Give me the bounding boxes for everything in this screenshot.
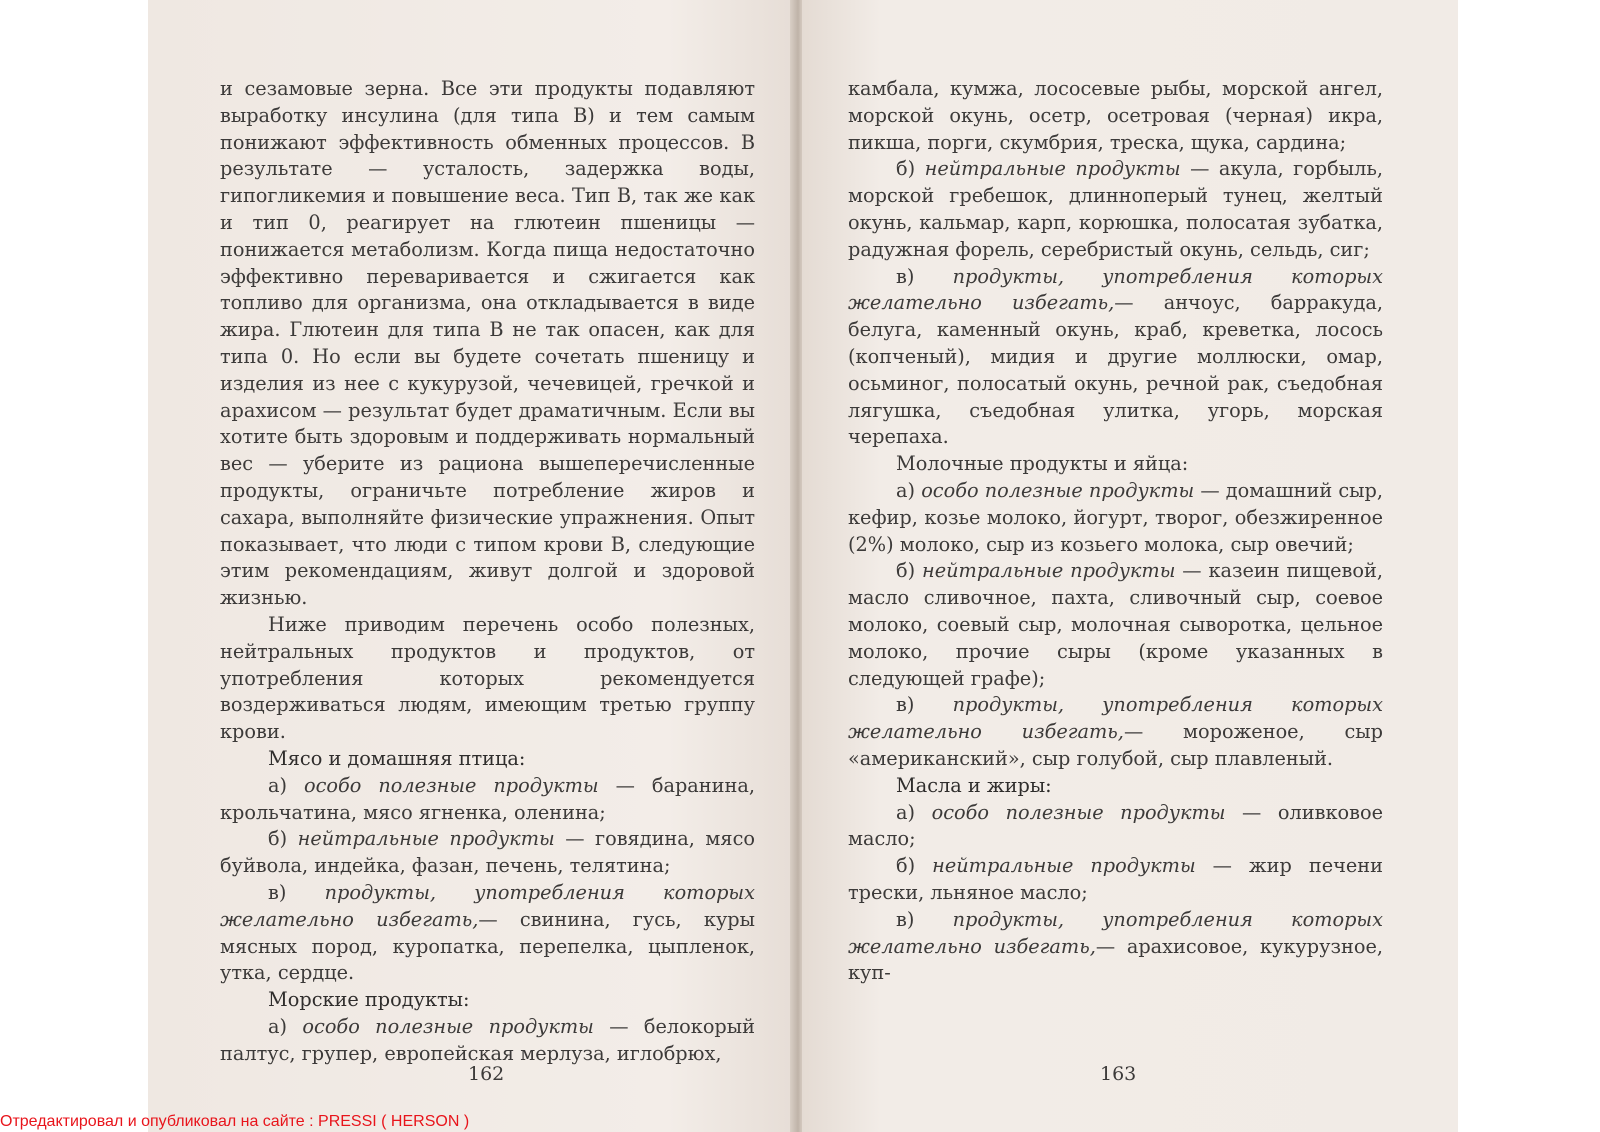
list-item-marker: б) (896, 559, 916, 583)
list-item-category: особо полезные продукты (304, 773, 599, 797)
right-page-text (848, 76, 1383, 987)
list-item-category: продукты, употребления которых желательно избегать, (220, 880, 755, 931)
list-item-foods: — баранина, крольчатина, мясо ягненка, оленина; (220, 773, 755, 824)
list-item-marker: в) (896, 264, 915, 288)
list-item-marker: а) (896, 478, 916, 502)
list-item-marker: а) (896, 800, 916, 824)
list-item-foods: — арахисовое, кукурузное, куп- (848, 934, 1383, 985)
list-item-category: нейтральные продукты (922, 559, 1176, 583)
list-item-foods: — белокорый палтус, групер, европейская мерлуза, иглобрюх, (220, 1014, 755, 1065)
list-item-marker: в) (268, 880, 287, 904)
list-item-category: нейтральные продукты (924, 157, 1181, 181)
list-item-foods: — оливковое масло; (848, 800, 1383, 851)
list-item-marker: а) (268, 1014, 288, 1038)
list-item-category: продукты, употребления которых желательно избегать, (848, 907, 1383, 958)
list-item-foods: — домашний сыр, кефир, козье молоко, йогурт, творог, обезжиренное (2%) молоко, сыр из козьего молока, сыр овечий; (848, 478, 1383, 556)
paragraph: Ниже приводим перечень особо полезных, нейтральных продуктов и продуктов, от употребления которых рекомендуется воздерживаться людям, имеющим третью группу крови. (220, 612, 755, 744)
list-item-category: продукты, употребления которых желательно избегать, (848, 693, 1383, 744)
left-page (148, 0, 798, 1132)
right-page-number: 163 (1100, 1063, 1137, 1085)
section-heading: Масла и жиры: (896, 773, 1052, 797)
list-item (220, 1014, 755, 1068)
section-heading: Мясо и домашняя птица: (268, 746, 526, 770)
list-item-foods: — жир печени трески, льняное масло; (848, 854, 1383, 904)
left-page-number: 162 (468, 1063, 505, 1085)
publisher-credit: Отредактировал и опубликовал на сайте : PRESSI ( HERSON ) (0, 1113, 470, 1130)
list-item-foods: — говядина, мясо буйвола, индейка, фазан, печень, телятина; (220, 827, 755, 878)
section-heading: Морские продукты: (268, 988, 470, 1012)
list-item (848, 156, 1383, 263)
list-item-category: особо полезные продукты (931, 800, 1226, 824)
list-item (848, 853, 1383, 907)
list-item-category: нейтральные продукты (932, 854, 1196, 878)
list-item-marker: в) (896, 907, 915, 931)
list-item-foods: — свинина, гусь, куры мясных пород, куропатка, перепелка, цыпленок, утка, сердце. (220, 907, 755, 985)
list-item-foods: — акула, горбыль, морской гребешок, длинноперый тунец, желтый окунь, кальмар, карп, корюшка, полосатая зубатка, радужная форель, серебристый окунь, сельдь, сиг; (848, 157, 1383, 261)
list-item-foods: — анчоус, барракуда, белуга, каменный окунь, краб, креветка, лосось (копченый), мидия и другие моллюски, омар, осьминог, полосатый окунь, речной рак, съедобная лягушка, съедобная улитка, угорь, морская черепаха. (848, 291, 1383, 449)
list-item (848, 692, 1383, 772)
list-item (848, 907, 1383, 987)
list-item-marker: б) (896, 157, 916, 181)
list-item-marker: а) (268, 773, 288, 797)
list-item-category: особо полезные продукты (921, 478, 1195, 502)
list-item (848, 478, 1383, 558)
list-item (220, 773, 755, 827)
list-item (220, 826, 755, 880)
continued-paragraph: и сезамовые зерна. Все эти продукты подавляют выработку инсулина (для типа В) и тем самым понижают эффективность обменных процессов. В результате — усталость, задержка воды, гипогликемия и повышение веса. Тип В, так же как и тип 0, реагирует на глютеин пшеницы — понижается метаболизм. Когда пища недостаточно эффективно переваривается и сжигается как топливо для организма, она откладывается в виде жира. Глютеин для типа В не так опасен, как для типа 0. Но если вы будете сочетать пшеницу и изделия из нее с кукурузой, чечевицей, гречкой и арахисом — результат будет драматичным. Если вы хотите быть здоровым и поддерживать нормальный вес — уберите из рациона вышеперечисленные продукты, ограничьте потребление жиров и сахара, выполняйте физические упражнения. Опыт показывает, что люди с типом крови В, следующие этим рекомендациям, живут долгой и здоровой жизнью. (220, 77, 755, 610)
list-item (848, 800, 1383, 854)
left-page-text (220, 76, 755, 1067)
list-item-category: особо полезные продукты (302, 1014, 594, 1038)
list-item-category: продукты, употребления которых желательно избегать, (848, 264, 1383, 315)
list-item-category: нейтральные продукты (297, 827, 555, 851)
right-page (802, 0, 1458, 1132)
continued-paragraph: камбала, кумжа, лососевые рыбы, морской ангел, морской окунь, осетр, осетровая (черная) икра, пикша, порги, скумбрия, треска, щука, сардина; (848, 77, 1383, 154)
list-item (848, 264, 1383, 452)
list-item-foods: — казеин пищевой, масло сливочное, пахта, сливочный сыр, соевое молоко, соевый сыр, молочная сыворотка, цельное молоко, прочие сыры (кроме указанных в следующей графе); (848, 559, 1383, 690)
list-item-marker: б) (268, 827, 288, 851)
list-item-foods: — мороженое, сыр «американский», сыр голубой, сыр плавленый. (848, 720, 1383, 770)
list-item-marker: в) (896, 693, 915, 717)
list-item (220, 880, 755, 987)
paragraph: Молочные продукты и яйца: (896, 452, 1189, 476)
list-item-marker: б) (896, 854, 916, 878)
list-item (848, 558, 1383, 692)
